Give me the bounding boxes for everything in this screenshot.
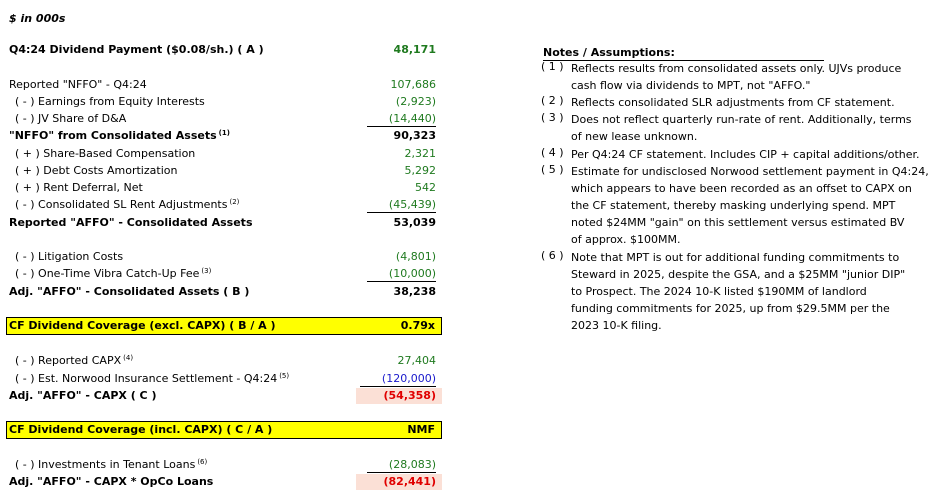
note-line: to Prospect. The 2024 10-K listed $190MM of landlord	[571, 285, 867, 298]
note-line: the CF statement, thereby masking underlying spend. MPT	[571, 199, 896, 212]
note-line: which appears to have been recorded as an offset to CAPX on	[571, 182, 912, 195]
row-value: 48,171	[393, 43, 436, 56]
row-debt-costs	[6, 163, 442, 179]
row-adj-affo	[6, 284, 442, 300]
row-label: ( + ) Debt Costs Amortization	[15, 164, 178, 177]
row-label: ( - ) Investments in Tenant Loans $^{(6)}$	[15, 458, 208, 471]
note-line: Note that MPT is out for additional funding commitments to	[571, 251, 900, 264]
row-dividend	[6, 42, 442, 58]
note-line: cash flow via dividends to MPT, not "AFFO."	[571, 79, 811, 92]
note-line: Steward in 2025, despite the GSA, and a $25MM "junior DIP"	[571, 268, 906, 281]
note-line: 2023 10-K filing.	[571, 319, 662, 332]
row-label: ( - ) JV Share of D&A	[15, 112, 127, 125]
footnote-ref: (2)	[229, 198, 240, 206]
row-label: ( + ) Rent Deferral, Net	[15, 181, 143, 194]
note-number: ( 2 )	[541, 94, 564, 107]
row-value: (2,923)	[395, 95, 436, 108]
row-value: 107,686	[390, 78, 436, 91]
row-value: 53,039	[393, 216, 436, 229]
row-vibra-fee	[6, 266, 442, 282]
row-value: NMF	[407, 423, 435, 436]
row-label: Reported "NFFO" - Q4:24	[9, 78, 147, 91]
footnote-ref: (1)	[218, 129, 230, 137]
row-sl-rent	[6, 197, 442, 213]
row-label: Adj. "AFFO" - CAPX * OpCo Loans	[9, 475, 214, 488]
row-label: ( - ) Reported CAPX $^{(4)}$	[15, 354, 134, 367]
row-value: (10,000)	[367, 266, 436, 282]
row-value: 27,404	[397, 354, 436, 367]
row-label: ( - ) One-Time Vibra Catch-Up Fee $^{(3)}$	[15, 267, 212, 280]
notes-title: Notes / Assumptions:	[543, 45, 824, 61]
row-reported-capx	[6, 353, 442, 369]
row-sbc	[6, 146, 442, 162]
row-label: ( - ) Consolidated SL Rent Adjustments $^{(2)}$	[15, 198, 240, 211]
row-value: 2,321	[404, 147, 436, 160]
row-reported-nffo	[6, 77, 442, 93]
row-value: (14,440)	[367, 111, 436, 127]
note-line: funding commitments for 2025, up from $29.5MM per the	[571, 302, 890, 315]
row-value: (4,801)	[395, 250, 436, 263]
row-jv-da	[6, 111, 442, 127]
note-line: Reflects consolidated SLR adjustments from CF statement.	[571, 96, 895, 109]
row-label: CF Dividend Coverage (excl. CAPX) ( B / A )	[9, 319, 276, 332]
row-affo-capx	[6, 388, 442, 404]
note-line: noted $24MM "gain" on this settlement versus estimated BV	[571, 216, 905, 229]
row-value: 90,323	[393, 129, 436, 142]
note-line: of new lease unknown.	[571, 130, 698, 143]
row-coverage-excl	[6, 317, 442, 335]
footnote-ref: (3)	[201, 267, 212, 275]
row-value: 0.79x	[400, 319, 435, 332]
note-number: ( 5 )	[541, 163, 564, 176]
note-number: ( 1 )	[541, 60, 564, 73]
note-number: ( 6 )	[541, 249, 564, 262]
row-equity-interests	[6, 94, 442, 110]
row-nffo-consolidated	[6, 128, 442, 144]
note-number: ( 4 )	[541, 146, 564, 159]
row-litigation	[6, 249, 442, 265]
row-label: CF Dividend Coverage (incl. CAPX) ( C / A )	[9, 423, 273, 436]
row-rent-deferral	[6, 180, 442, 196]
note-line: Reflects results from consolidated assets only. UJVs produce	[571, 62, 902, 75]
row-label: "NFFO" from Consolidated Assets $^{(1)}$	[9, 129, 230, 142]
note-line: Does not reflect quarterly run-rate of rent. Additionally, terms	[571, 113, 912, 126]
row-value: (120,000)	[360, 371, 436, 387]
row-label: ( - ) Litigation Costs	[15, 250, 124, 263]
note-line: of approx. $100MM.	[571, 233, 681, 246]
row-value: 542	[415, 181, 436, 194]
note-line: Estimate for undisclosed Norwood settlement payment in Q4:24,	[571, 165, 929, 178]
note-number: ( 3 )	[541, 111, 564, 124]
row-reported-affo	[6, 215, 442, 231]
row-label: ( + ) Share-Based Compensation	[15, 147, 196, 160]
footnote-ref: (6)	[197, 458, 208, 466]
row-value: 38,238	[393, 285, 436, 298]
row-value: 5,292	[404, 164, 436, 177]
row-label: ( - ) Earnings from Equity Interests	[15, 95, 205, 108]
row-value: (82,441)	[383, 475, 436, 488]
row-value: (28,083)	[367, 457, 436, 473]
row-label: Q4:24 Dividend Payment ($0.08/sh.) ( A )	[9, 43, 264, 56]
row-label: ( - ) Est. Norwood Insurance Settlement - Q4:24 $^{(5)}$	[15, 372, 290, 385]
row-value: (45,439)	[367, 197, 436, 213]
footnote-ref: (4)	[123, 354, 134, 362]
row-affo-capx-opco	[6, 474, 442, 490]
row-label: Reported "AFFO" - Consolidated Assets	[9, 216, 253, 229]
row-tenant-loans	[6, 457, 442, 473]
row-value: (54,358)	[383, 389, 436, 402]
footnote-ref: (5)	[279, 372, 290, 380]
units-label: $ in 000s	[9, 12, 66, 25]
row-label: Adj. "AFFO" - Consolidated Assets ( B )	[9, 285, 250, 298]
row-coverage-incl	[6, 421, 442, 439]
row-norwood	[6, 371, 442, 387]
row-label: Adj. "AFFO" - CAPX ( C )	[9, 389, 157, 402]
note-line: Per Q4:24 CF statement. Includes CIP + capital additions/other.	[571, 148, 920, 161]
